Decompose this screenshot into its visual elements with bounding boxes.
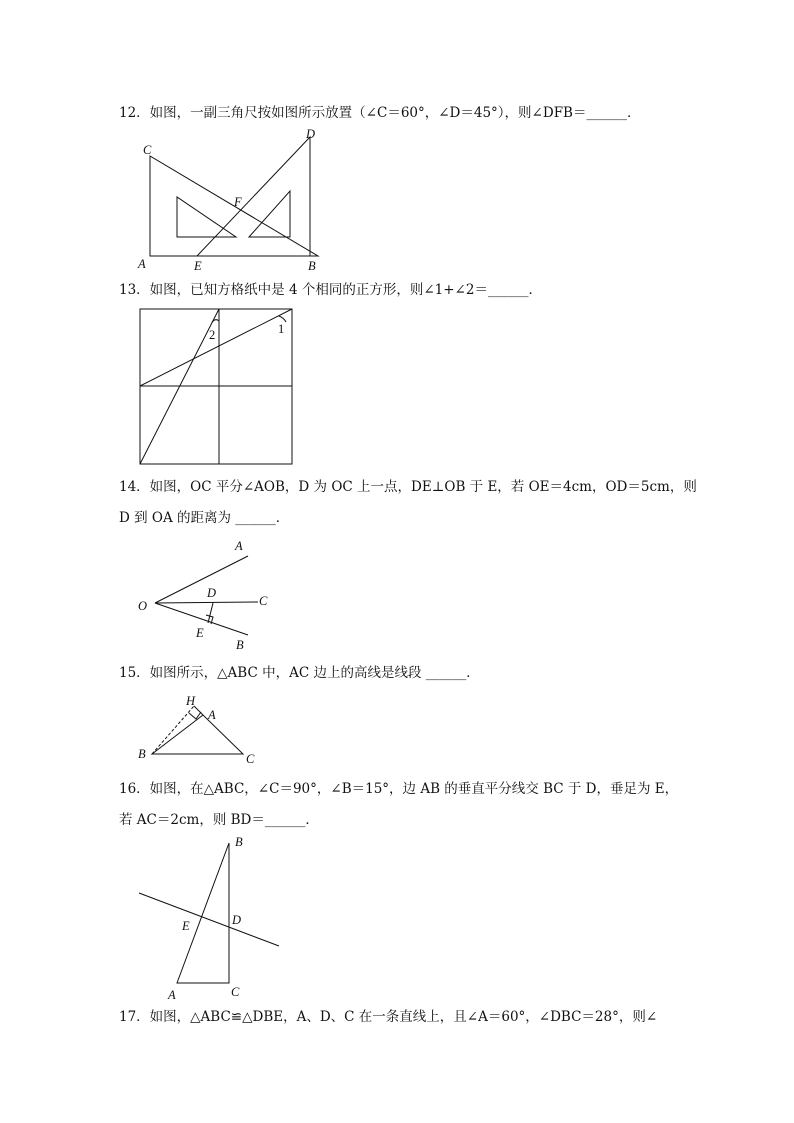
point-label-C: C: [231, 985, 240, 999]
question-17-text: 17．如图，△ABC≌△DBE，A、D、C 在一条直线上，且∠A＝60°，∠DBC＝28°，则∠: [119, 1009, 658, 1025]
angle-label-2: 2: [209, 328, 216, 342]
point-label-C: C: [143, 143, 152, 157]
question-14-line1: 14．如图，OC 平分∠AOB，D 为 OC 上一点，DE⊥OB 于 E，若 OE＝4cm，OD＝5cm，则: [119, 479, 697, 495]
point-label-B: B: [308, 259, 316, 273]
question-16-line2: 若 AC＝2cm，则 BD＝______．: [119, 812, 319, 828]
point-label-A: A: [168, 988, 176, 1002]
point-label-D: D: [207, 586, 217, 600]
angle-label-1: 1: [278, 322, 285, 336]
point-label-A: A: [208, 708, 216, 722]
point-label-A: A: [235, 539, 243, 553]
point-label-C: C: [259, 594, 268, 608]
point-label-E: E: [194, 259, 202, 273]
point-label-E: E: [182, 919, 190, 933]
question-16-line1: 16．如图，在△ABC，∠C＝90°，∠B＝15°，边 AB 的垂直平分线交 BC 于 D，垂足为 E，: [119, 781, 679, 797]
point-label-B: B: [236, 638, 244, 652]
question-14-line2: D 到 OA 的距离为 ______．: [119, 510, 290, 526]
point-label-C: C: [246, 752, 255, 766]
point-label-E: E: [196, 626, 204, 640]
point-label-F: F: [234, 195, 242, 209]
point-label-A: A: [138, 257, 146, 271]
point-label-D: D: [232, 913, 242, 927]
point-label-D: D: [306, 127, 316, 141]
point-label-O: O: [138, 599, 148, 613]
perpendicular-bisector-line: [139, 893, 279, 946]
question-15-text: 15．如图所示，△ABC 中，AC 边上的高线是线段 ______．: [119, 665, 480, 681]
point-label-B: B: [235, 835, 243, 849]
triangle-ABC: [177, 843, 229, 983]
question-13-text: 13．如图，已知方格纸中是 4 个相同的正方形，则∠1+∠2＝______．: [119, 282, 542, 298]
question-12-text: 12．如图，一副三角尺按如图所示放置（∠C＝60°，∠D＝45°），则∠DFB＝______．: [119, 105, 641, 121]
point-label-H: H: [186, 694, 196, 708]
point-label-B: B: [138, 747, 146, 761]
